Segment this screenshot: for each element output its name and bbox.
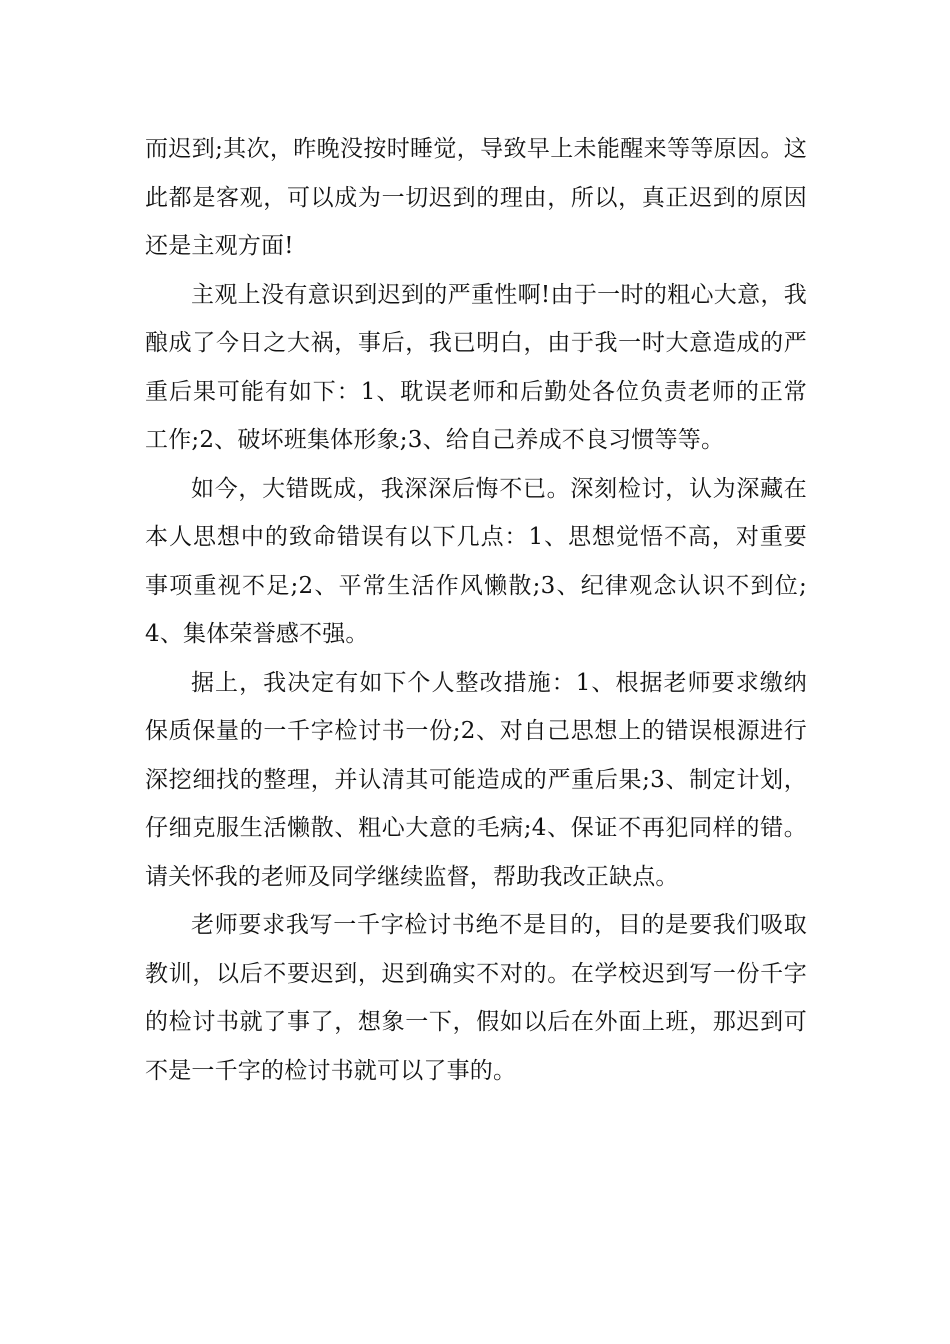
paragraph-1: 而迟到;其次，昨晚没按时睡觉，导致早上未能醒来等等原因。这此都是客观，可以成为一切迟到的理由，所以，真正迟到的原因还是主观方面! [145, 136, 807, 259]
paragraph-3: 如今，大错既成，我深深后悔不已。深刻检讨，认为深藏在本人思想中的致命错误有以下几点：1、思想觉悟不高，对重要事项重视不足;2、平常生活作风懒散;3、纪律观念认识不到位;4、集体荣誉感不强。 [145, 475, 807, 647]
paragraph-4: 据上，我决定有如下个人整改措施：1、根据老师要求缴纳保质保量的一千字检讨书一份;2、对自己思想上的错误根源进行深挖细找的整理，并认清其可能造成的严重后果;3、制定计划，仔细克服生活懒散、粗心大意的毛病;4、保证不再犯同样的错。请关怀我的老师及同学继续监督，帮助我改正缺点。 [145, 669, 807, 890]
paragraph-2: 主观上没有意识到迟到的严重性啊!由于一时的粗心大意，我酿成了今日之大祸，事后，我已明白，由于我一时大意造成的严重后果可能有如下：1、耽误老师和后勤处各位负责老师的正常工作;2、破坏班集体形象;3、给自己养成不良习惯等等。 [145, 281, 807, 453]
paragraph-5: 老师要求我写一千字检讨书绝不是目的，目的是要我们吸取教训，以后不要迟到，迟到确实不对的。在学校迟到写一份千字的检讨书就了事了，想象一下，假如以后在外面上班，那迟到可不是一千字的检讨书就可以了事的。 [145, 912, 807, 1084]
document-page [145, 125, 807, 1095]
